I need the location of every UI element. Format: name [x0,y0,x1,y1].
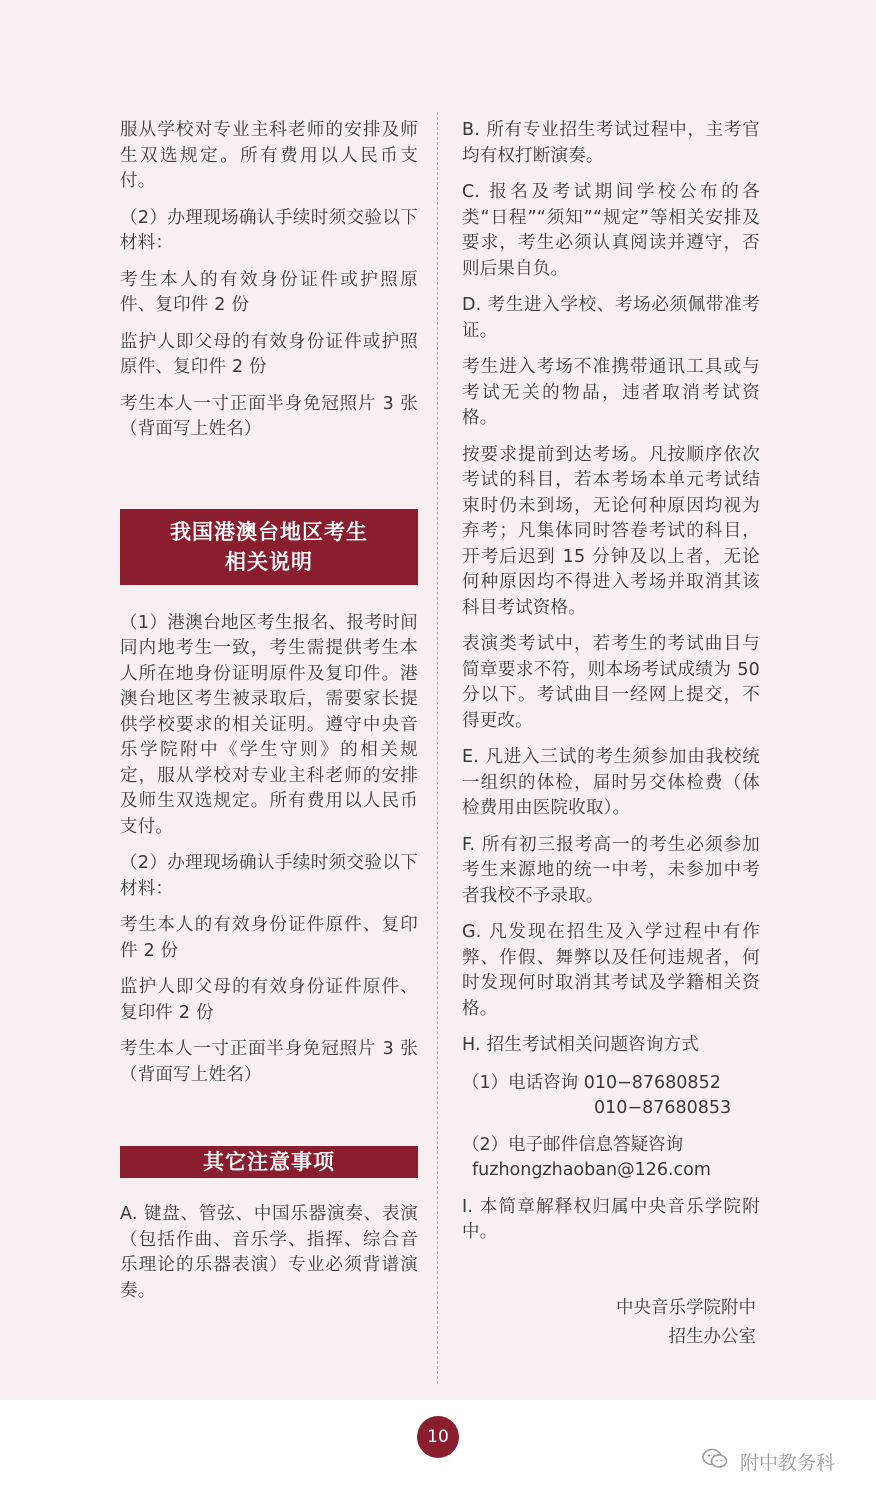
paragraph: B. 所有专业招生考试过程中，主考官均有权打断演奏。 [462,120,760,166]
phone-line: （1）电话咨询 010−87680852 [462,1072,721,1093]
signature-line: 招生办公室 [668,1326,756,1347]
email-label: （2）电子邮件信息答疑咨询 [462,1134,684,1155]
paragraph: （1）港澳台地区考生报名、报考时间同内地考生一致，考生需提供考生本人所在地身份证明原件及复印件。港澳台地区考生被录取后，需要家长提供学校要求的相关证明。遵守中央音乐学院附中《学生守则》的相关规定，服从学校对专业主科老师的安排及师生双选规定。所有费用以人民币支付。 [120,612,418,837]
heading-line: 我国港澳台地区考生 [170,519,368,544]
paragraph: 监护人即父母的有效身份证件或护照原件、复印件 2 份 [120,331,418,377]
signature [462,1294,760,1352]
paragraph: I. 本简章解释权归属中央音乐学院附中。 [462,1196,760,1242]
paragraph: （2）办理现场确认手续时须交验以下材料： [120,853,418,899]
paragraph: 服从学校对专业主科老师的安排及师生双选规定。所有费用以人民币支付。 [120,120,418,191]
phone-contact [462,1071,760,1121]
watermark [702,1448,835,1474]
paragraph: （2）办理现场确认手续时须交验以下材料： [120,207,418,253]
right-column [462,118,760,1352]
section-heading-other-notes: 其它注意事项 [120,1146,418,1178]
column-divider [437,112,438,1384]
paragraph: G. 凡发现在招生及入学过程中有作弊、作假、舞弊以及任何违规者，何时发现何时取消其考试及学籍相关资格。 [462,922,760,1019]
paragraph: 考生本人一寸正面半身免冠照片 3 张（背面写上姓名） [120,393,418,439]
paragraph: 考生本人的有效身份证件或护照原件、复印件 2 份 [120,269,418,315]
paragraph: 考生本人一寸正面半身免冠照片 3 张（背面写上姓名） [120,1039,418,1085]
watermark-text: 附中教务科 [740,1452,836,1474]
paragraph: 表演类考试中，若考生的考试曲目与简章要求不符，则本场考试成绩为 50 分以下。考试曲目一经网上提交，不得更改。 [462,634,760,731]
left-column [120,118,418,1315]
wechat-icon [702,1448,728,1475]
paragraph: 按要求提前到达考场。凡按顺序依次考试的科目，若本考场本单元考试结束时仍未到场，无论何种原因均视为弃考；凡集体同时答卷考试的科目，开考后迟到 15 分钟及以上者，无论何种原因均不得进入考场并取消其该科目考试资格。 [462,444,760,618]
paragraph: C. 报名及考试期间学校公布的各类“日程”“须知”“规定”等相关安排及要求，考生必须认真阅读并遵守，否则后果自负。 [462,182,760,279]
signature-line: 中央音乐学院附中 [616,1297,756,1318]
email-contact [462,1133,760,1183]
phone-line: 010−87680853 [594,1097,732,1118]
page-number-badge: 10 [417,1416,459,1458]
email-address[interactable]: fuzhongzhaoban@126.com [472,1159,711,1180]
section-heading-hk-macau-taiwan [120,509,418,585]
paragraph: F. 所有初三报考高一的考生必须参加考生来源地的统一中考，未参加中考者我校不予录取。 [462,834,760,906]
paragraph: A. 键盘、管弦、中国乐器演奏、表演（包括作曲、音乐学、指挥、综合音乐理论的乐器表演）专业必须背谱演奏。 [120,1204,418,1301]
paragraph: H. 招生考试相关问题咨询方式 [462,1035,699,1055]
paragraph: 监护人即父母的有效身份证件原件、复印件 2 份 [120,977,418,1023]
paragraph: E. 凡进入三试的考生须参加由我校统一组织的体检，届时另交体检费（体检费用由医院收取）。 [462,747,760,818]
paragraph: D. 考生进入学校、考场必须佩带准考证。 [462,295,760,341]
paragraph: 考生本人的有效身份证件原件、复印件 2 份 [120,915,418,961]
heading-line: 相关说明 [225,549,313,574]
paragraph: 考生进入考场不准携带通讯工具或与考试无关的物品，违者取消考试资格。 [462,357,760,428]
